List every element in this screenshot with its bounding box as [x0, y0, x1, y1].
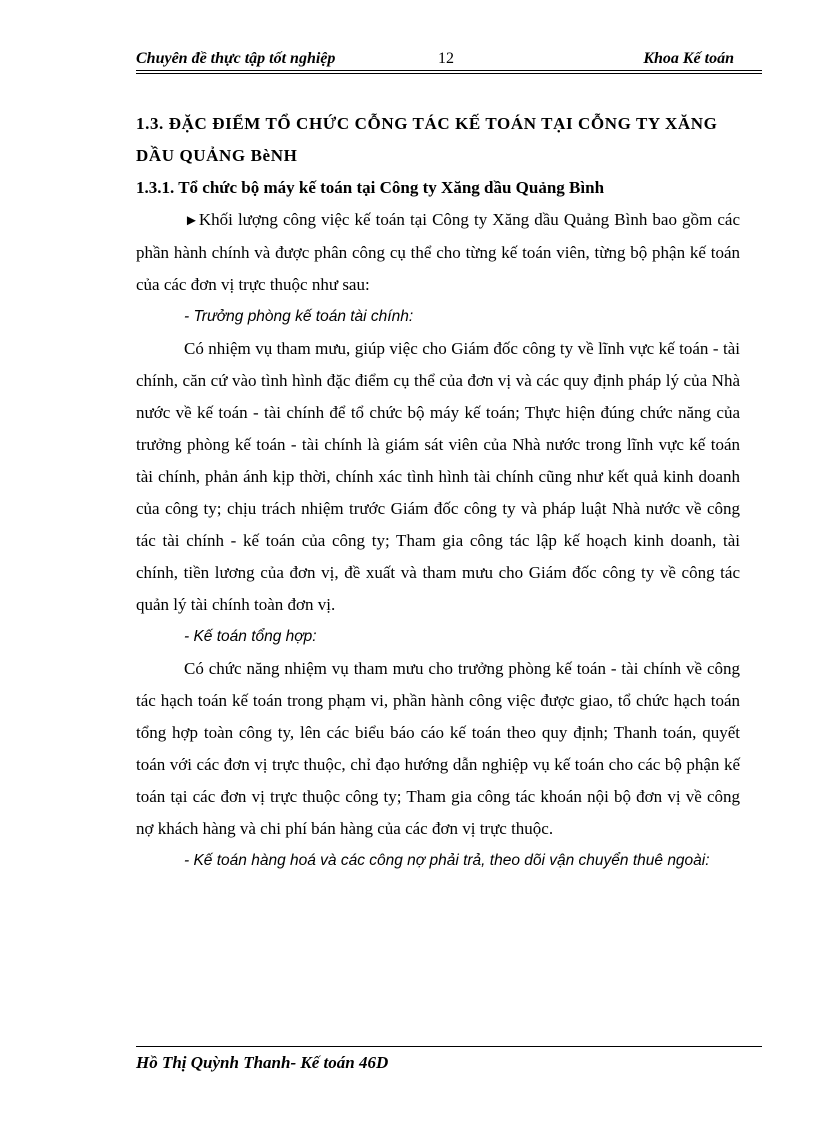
footer-rule [136, 1046, 762, 1047]
intro-text: Khối lượng công việc kế toán tại Công ty Xăng dầu Quảng Bình bao gồm các phần hành chính và được phân công cụ thể cho từng kế toán viên, từng bộ phận kế toán của các đơn vị trực thuộc như sau: [136, 210, 740, 294]
subsection-heading: 1.3.1. Tổ chức bộ máy kế toán tại Công ty Xăng dầu Quảng Bình [136, 178, 605, 197]
header-faculty: Khoa Kế toán [643, 50, 734, 67]
footer-author: Hồ Thị Quỳnh Thanh- Kế toán 46D [136, 1053, 389, 1072]
section-heading: 1.3. ĐẶC ĐIỂM TỔ CHỨC CỖNG TÁC KẾ TOÁN TẠI CỖNG TY XĂNG DẦU QUẢNG BèNH [136, 114, 718, 165]
document-body [136, 108, 740, 877]
page-footer [136, 1046, 762, 1073]
pointer-bullet-icon: ► [184, 213, 199, 229]
header-rule [136, 70, 762, 71]
page-number: 12 [438, 50, 454, 67]
role-heading-goods-accountant: - Kế toán hàng hoá và các công nợ phải trả, theo dõi vận chuyển thuê ngoài: [184, 852, 710, 869]
header-report-title: Chuyên đề thực tập tốt nghiệp [136, 50, 336, 67]
header-rule-secondary [136, 73, 762, 74]
role-description-chief-accountant: Có nhiệm vụ tham mưu, giúp việc cho Giám đốc công ty về lĩnh vực kế toán - tài chính, căn cứ vào tình hình đặc điểm cụ thể của đơn vị và các quy định pháp lý của Nhà nước về kế toán - tài chính để tổ chức bộ máy kế toán; Thực hiện đúng chức năng của trưởng phòng kế toán - tài chính là giám sát viên của Nhà nước trong lĩnh vực kế toán tài chính, phản ánh kịp thời, chính xác tình hình tài chính cũng như kết quả kinh doanh của công ty; chịu trách nhiệm trước Giám đốc công ty và pháp luật Nhà nước về công tác tài chính - kế toán của công ty; Tham gia công tác lập kế hoạch kinh doanh, tài chính, tiền lương của đơn vị, đề xuất và tham mưu cho Giám đốc công ty về công tác quản lý tài chính toàn đơn vị. [136, 339, 740, 614]
role-heading-chief-accountant: - Trưởng phòng kế toán tài chính: [184, 308, 414, 325]
role-description-general-accountant: Có chức năng nhiệm vụ tham mưu cho trưởng phòng kế toán - tài chính về công tác hạch toán kế toán trong phạm vi, phần hành công việc được giao, tổ chức hạch toán tổng hợp toàn công ty, lên các biểu báo cáo kế toán theo quy định; Thanh toán, quyết toán với các đơn vị trực thuộc, chỉ đạo hướng dẫn nghiệp vụ kế toán cho các bộ phận kế toán tại các đơn vị trực thuộc công ty; Tham gia công tác khoán nội bộ đơn vị về công nợ khách hàng và chi phí bán hàng của các đơn vị trực thuộc. [136, 659, 740, 838]
role-heading-general-accountant: - Kế toán tổng hợp: [184, 628, 317, 645]
intro-paragraph [136, 204, 740, 301]
page-header [136, 48, 762, 70]
